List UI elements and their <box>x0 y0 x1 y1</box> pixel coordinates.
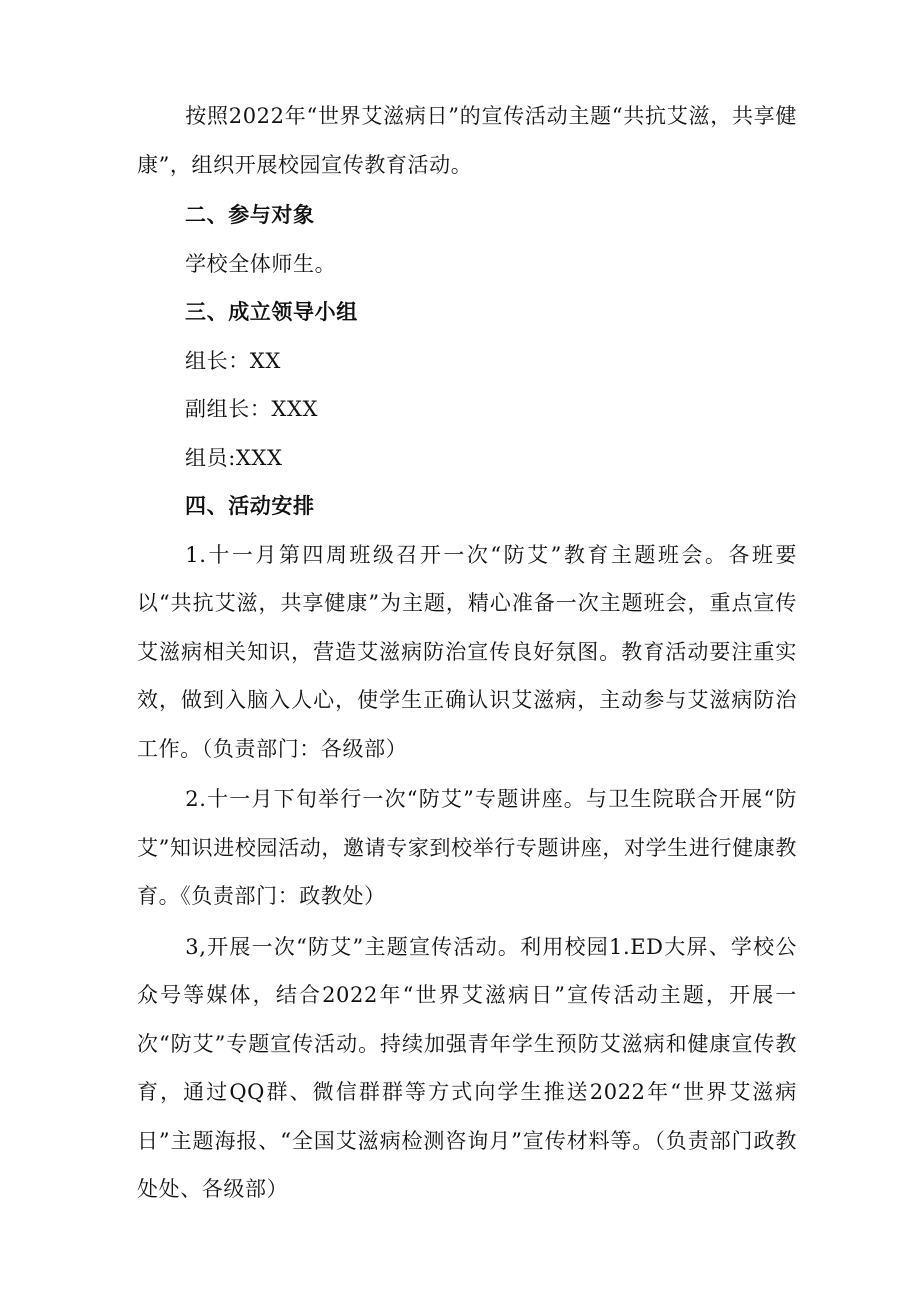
document-page <box>137 92 797 1214</box>
participants-text: 学校全体师生。 <box>185 251 337 276</box>
activity-item-1: 1.十一月第四周班级召开一次“防艾”教育主题班会。各班要以“共抗艾滋，共享健康”为主题，精心准备一次主题班会，重点宣传艾滋病相关知识，营造艾滋病防治宣传良好氛图。教育活动要注重实效，做到入脑入人心，使学生正确认识艾滋病，主动参与艾滋病防治工作。（负责部门：各级部） <box>137 542 797 761</box>
section-heading-participants: 二、参与对象 <box>185 203 315 227</box>
leader-line: 组长：XX <box>185 348 281 373</box>
section-heading-activities: 四、活动安排 <box>185 494 315 518</box>
activity-item-2: 2.十一月下旬举行一次“防艾”专题讲座。与卫生院联合开展“防艾”知识进校园活动，邀请专家到校举行专题讲座，对学生进行健康教育。《负责部门：政教处） <box>137 787 797 908</box>
members-line: 组员:XXX <box>185 445 283 470</box>
section-heading-leadership: 三、成立领导小组 <box>185 300 358 324</box>
deputy-leader-line: 副组长：XXX <box>185 397 319 421</box>
activity-item-3: 3,开展一次“防艾”主题宣传活动。利用校园1.ED大屏、学校公众号等媒体，结合2022年“世界艾滋病日”宣传活动主题，开展一次“防艾”专题宣传活动。持续加强青年学生预防艾滋病和健康宣传教育，通过QQ群、微信群群等方式向学生推送2022年“世界艾滋病日”主题海报、“全国艾滋病检测咨询月”宣传材料等。（负责部门政教处处、各级部） <box>137 934 797 1201</box>
intro-paragraph: 按照2022年“世界艾滋病日”的宣传活动主题“共抗艾滋，共享健康”，组织开展校园宣传教育活动。 <box>137 104 797 177</box>
